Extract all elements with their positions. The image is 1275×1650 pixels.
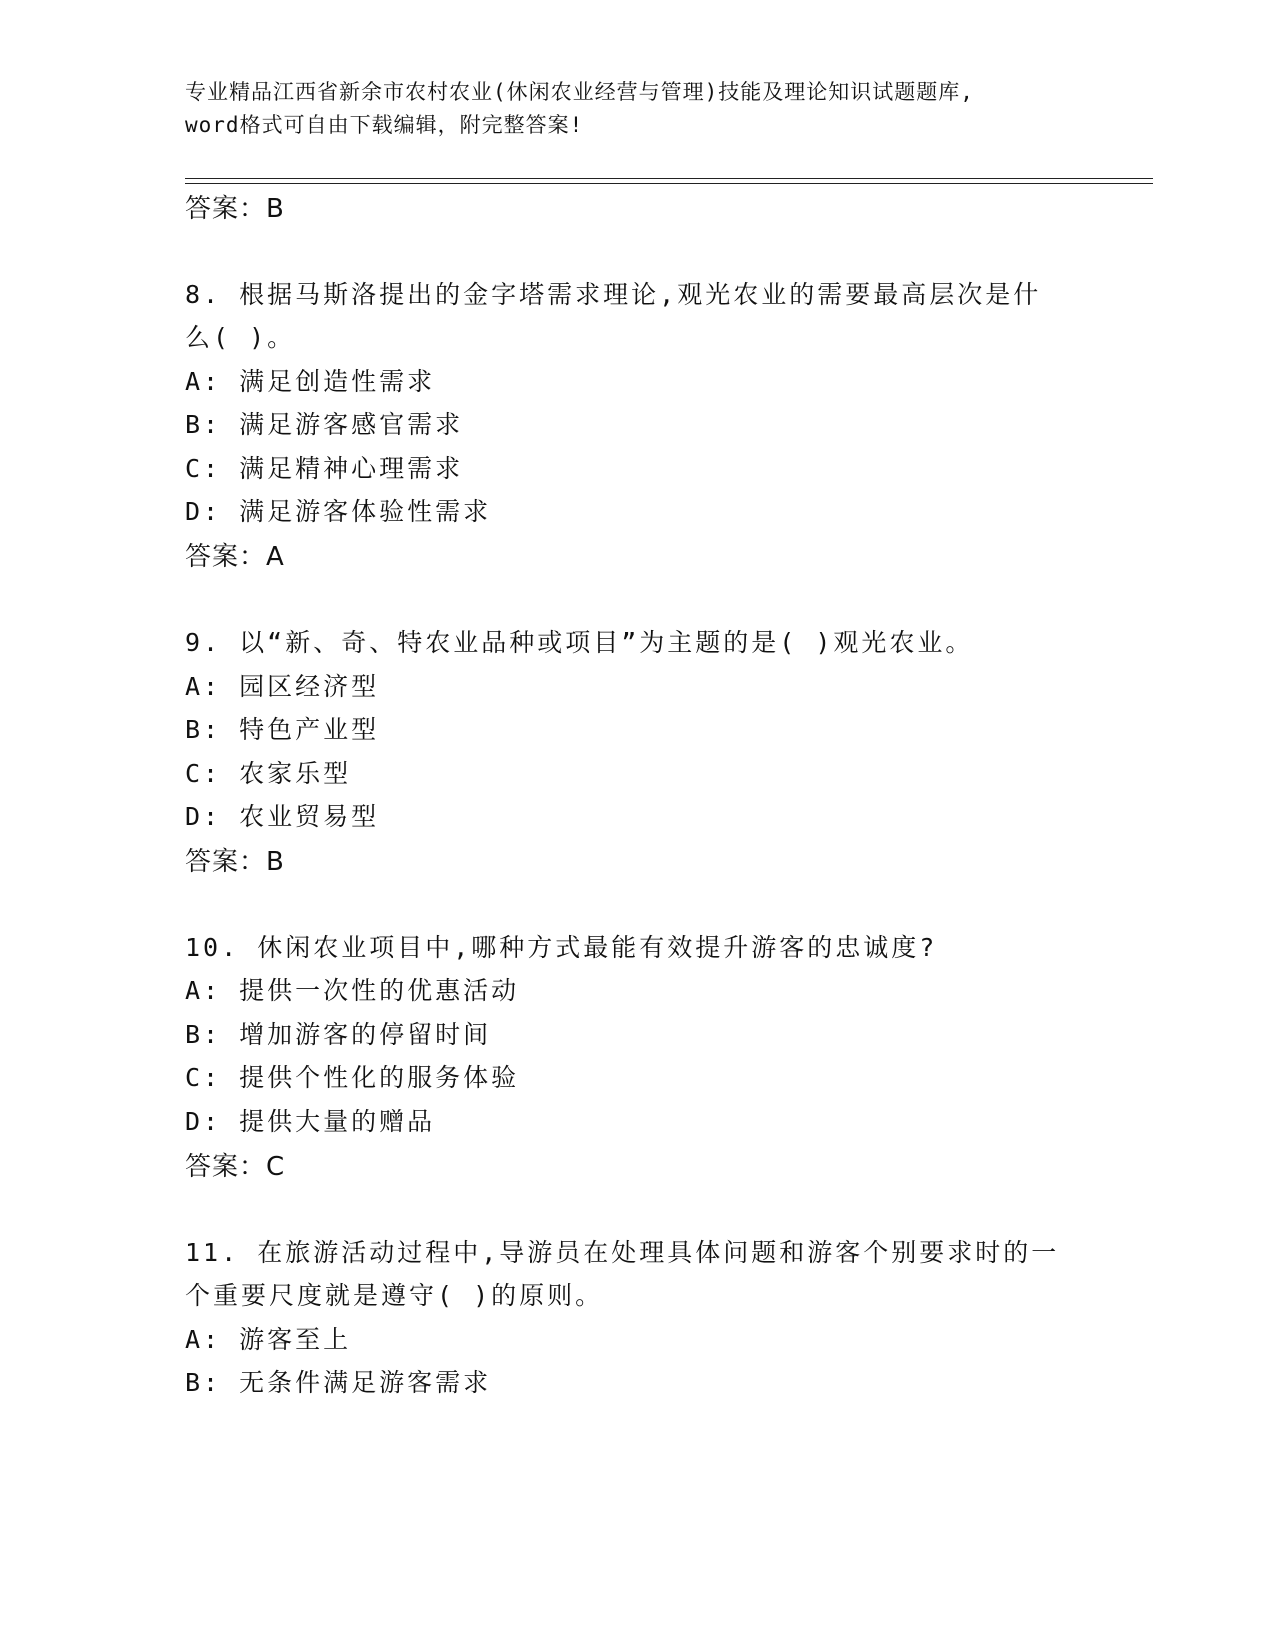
option-a: A: 游客至上 bbox=[185, 1325, 352, 1354]
option-c: C: 农家乐型 bbox=[185, 759, 352, 788]
option-c: C: 满足精神心理需求 bbox=[185, 454, 464, 483]
question-stem: 8. 根据马斯洛提出的金字塔需求理论,观光农业的需要最高层次是什 bbox=[185, 280, 1042, 309]
answer-line: 答案：B bbox=[185, 847, 285, 877]
option-a: A: 提供一次性的优惠活动 bbox=[185, 976, 520, 1005]
question-stem: 9. 以“新、奇、特农业品种或项目”为主题的是( )观光农业。 bbox=[185, 628, 974, 657]
question-stem-continued: 么( )。 bbox=[185, 323, 296, 352]
option-b: B: 满足游客感官需求 bbox=[185, 410, 464, 439]
option-a: A: 园区经济型 bbox=[185, 672, 380, 701]
question-stem: 11. 在旅游活动过程中,导游员在处理具体问题和游客个别要求时的一 bbox=[185, 1238, 1060, 1267]
header-divider-top bbox=[185, 178, 1153, 179]
header-divider-bottom bbox=[185, 183, 1153, 184]
previous-answer: 答案：B bbox=[185, 194, 285, 224]
option-d: D: 提供大量的赠品 bbox=[185, 1107, 436, 1136]
option-a: A: 满足创造性需求 bbox=[185, 367, 436, 396]
answer-line: 答案：C bbox=[185, 1152, 286, 1182]
question-stem: 10. 休闲农业项目中,哪种方式最能有效提升游客的忠诚度? bbox=[185, 933, 938, 962]
option-b: B: 无条件满足游客需求 bbox=[185, 1368, 492, 1397]
option-d: D: 满足游客体验性需求 bbox=[185, 497, 492, 526]
header-title-line1: 专业精品江西省新余市农村农业(休闲农业经营与管理)技能及理论知识试题题库, bbox=[185, 80, 974, 104]
page-header bbox=[185, 76, 1085, 142]
question-stem-continued: 个重要尺度就是遵守( )的原则。 bbox=[185, 1281, 604, 1310]
option-c: C: 提供个性化的服务体验 bbox=[185, 1063, 520, 1092]
option-d: D: 农业贸易型 bbox=[185, 802, 380, 831]
option-b: B: 增加游客的停留时间 bbox=[185, 1020, 492, 1049]
option-b: B: 特色产业型 bbox=[185, 715, 380, 744]
header-title-line2: word格式可自由下载编辑，附完整答案! bbox=[185, 113, 584, 137]
answer-line: 答案：A bbox=[185, 542, 285, 572]
